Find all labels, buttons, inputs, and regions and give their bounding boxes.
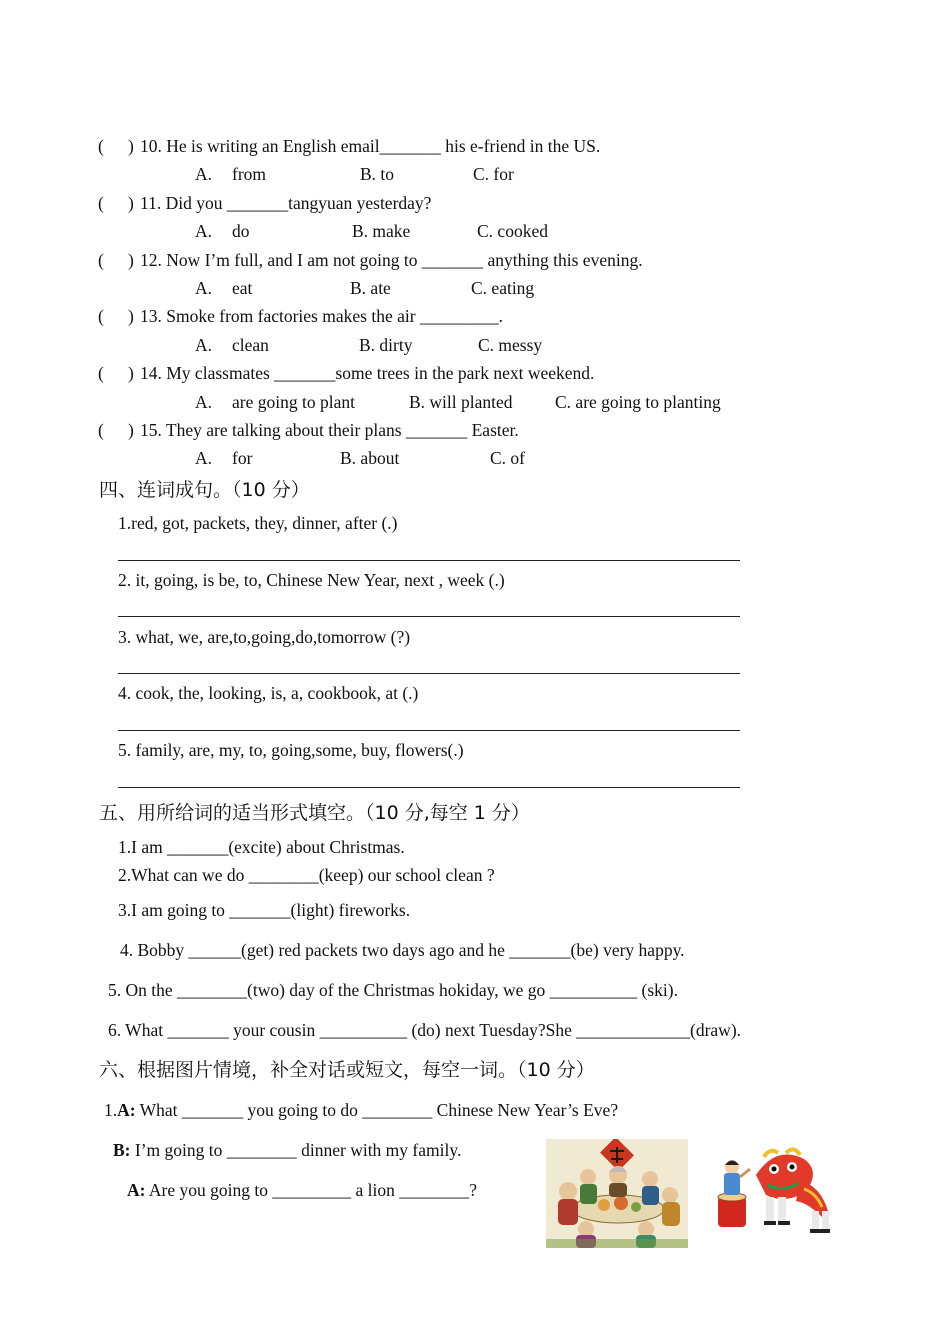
- answer-line: [118, 730, 740, 731]
- dialogue-text: What _______ you going to do ________ Chinese New Year’s Eve?: [135, 1100, 619, 1120]
- answer-line: [118, 616, 740, 617]
- item-number: 1.: [104, 1100, 118, 1120]
- option-a: do: [232, 221, 250, 241]
- answer-paren-close: ): [128, 420, 134, 440]
- speaker-b: B:: [113, 1140, 131, 1160]
- answer-paren-open: (: [98, 420, 104, 440]
- option-b: B. about: [340, 448, 400, 468]
- section-5-heading: 五、用所给词的适当形式填空。（10 分,每空 1 分）: [99, 802, 530, 824]
- dialogue-line-1: [104, 1099, 618, 1121]
- answer-paren-close: ): [128, 363, 134, 383]
- answer-paren-open: (: [98, 250, 104, 270]
- option-a-label: A.: [195, 278, 213, 298]
- option-c: C. are going to planting: [555, 392, 721, 412]
- dialogue-text: I’m going to ________ dinner with my family.: [130, 1140, 462, 1160]
- section-4-item-1: 1.red, got, packets, they, dinner, after (.): [118, 513, 398, 533]
- section-5-item-4: 4. Bobby ______(get) red packets two days ago and he _______(be) very happy.: [120, 940, 685, 960]
- section-5-item-3: 3.I am going to _______(light) fireworks.: [118, 900, 411, 920]
- option-b: B. dirty: [359, 335, 413, 355]
- answer-paren-close: ): [128, 136, 134, 156]
- option-a-label: A.: [195, 335, 213, 355]
- speaker-a: A:: [117, 1100, 136, 1120]
- option-b: B. make: [352, 221, 411, 241]
- section-4-item-2: 2. it, going, is be, to, Chinese New Year, next , week (.): [118, 570, 505, 590]
- option-a-label: A.: [195, 448, 213, 468]
- section-4-item-3: 3. what, we, are,to,going,do,tomorrow (?): [118, 627, 411, 647]
- answer-paren-open: (: [98, 136, 104, 156]
- question-stem: 10. He is writing an English email_______ his e-friend in the US.: [140, 136, 601, 156]
- option-a-label: A.: [195, 221, 213, 241]
- answer-paren-close: ): [128, 306, 134, 326]
- speaker-a: A:: [127, 1180, 146, 1200]
- option-c: C. cooked: [477, 221, 548, 241]
- option-a: for: [232, 448, 253, 468]
- question-stem: 14. My classmates _______some trees in the park next weekend.: [140, 363, 595, 383]
- answer-paren-open: (: [98, 306, 104, 326]
- section-5-item-6: 6. What _______ your cousin __________ (do) next Tuesday?She _____________(draw).: [108, 1020, 742, 1040]
- question-stem: 13. Smoke from factories makes the air _________.: [140, 306, 504, 326]
- lion-dance-picture: [712, 1145, 834, 1239]
- option-a: from: [232, 164, 267, 184]
- option-a-label: A.: [195, 392, 213, 412]
- option-c: C. of: [490, 448, 525, 468]
- answer-paren-close: ): [128, 193, 134, 213]
- question-stem: 15. They are talking about their plans _______ Easter.: [140, 420, 519, 440]
- answer-paren-open: (: [98, 363, 104, 383]
- section-4-heading: 四、连词成句。（10 分）: [99, 479, 310, 501]
- question-stem: 11. Did you _______tangyuan yesterday?: [140, 193, 432, 213]
- option-c: C. messy: [478, 335, 543, 355]
- section-4-item-5: 5. family, are, my, to, going,some, buy, flowers(.): [118, 740, 464, 760]
- dialogue-line-3: [127, 1179, 477, 1201]
- answer-line: [118, 673, 740, 674]
- family-dinner-picture: [546, 1139, 688, 1248]
- answer-paren-open: (: [98, 193, 104, 213]
- option-b: B. will planted: [409, 392, 513, 412]
- option-a: eat: [232, 278, 253, 298]
- option-c: C. eating: [471, 278, 535, 298]
- dialogue-line-2: [113, 1139, 461, 1161]
- section-6-heading: 六、根据图片情境，补全对话或短文，每空一词。（10 分）: [99, 1059, 595, 1081]
- section-5-item-5: 5. On the ________(two) day of the Christmas hokiday, we go __________ (ski).: [108, 980, 678, 1000]
- answer-line: [118, 787, 740, 788]
- option-a: clean: [232, 335, 269, 355]
- option-b: B. to: [360, 164, 395, 184]
- question-stem: 12. Now I’m full, and I am not going to _______ anything this evening.: [140, 250, 643, 270]
- section-5-item-1: 1.I am _______(excite) about Christmas.: [118, 837, 405, 857]
- option-c: C. for: [473, 164, 514, 184]
- answer-paren-close: ): [128, 250, 134, 270]
- option-a: are going to plant: [232, 392, 355, 412]
- answer-line: [118, 560, 740, 561]
- option-a-label: A.: [195, 164, 213, 184]
- option-b: B. ate: [350, 278, 391, 298]
- section-5-item-2: 2.What can we do ________(keep) our school clean ?: [118, 865, 495, 885]
- section-4-item-4: 4. cook, the, looking, is, a, cookbook, at (.): [118, 683, 419, 703]
- dialogue-text: Are you going to _________ a lion ________?: [145, 1180, 477, 1200]
